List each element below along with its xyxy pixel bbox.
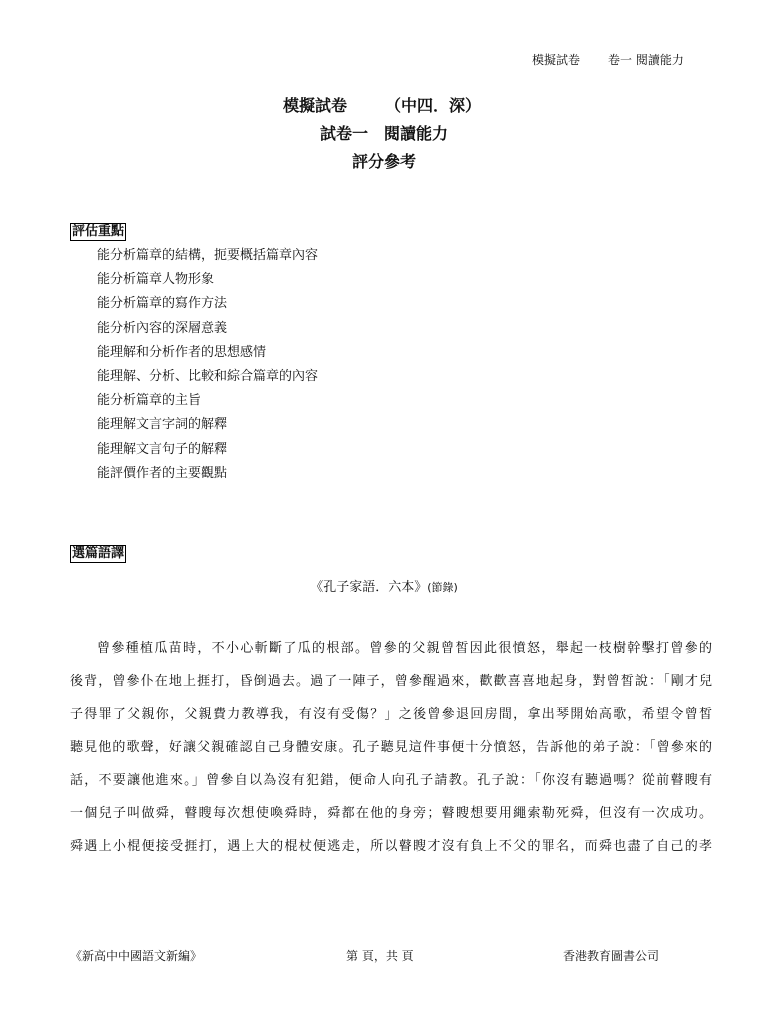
focus-item: 能理解和分析作者的思想感情 — [97, 344, 267, 360]
running-header — [532, 51, 684, 68]
paragraph-line: 曾參種植瓜苗時，不小心斬斷了瓜的根部。曾參的父親曾皙因此很憤怒，舉起一枝樹幹擊打曾參的 — [97, 641, 712, 656]
title-line-2: 試卷一 閱讀能力 — [319, 124, 448, 143]
focus-item: 能理解文言字詞的解釋 — [97, 417, 228, 433]
paragraph-line: 舜遇上小棍便接受捱打，遇上大的棍杖便逃走，所以瞽瞍才沒有負上不父的罪名，而舜也盡了自己的孝 — [70, 839, 712, 854]
header-paper: 模擬試卷 — [532, 53, 581, 67]
title-line-1 — [0, 92, 766, 120]
source-citation — [0, 576, 768, 595]
title-main: 模擬試卷 — [282, 96, 347, 115]
focus-list — [97, 244, 318, 486]
paragraph-line: 聽見他的歌聲，好讓父親確認自己身體安康。孔子聽見這件事便十分憤怒，告訴他的弟子說：「曾參來的 — [70, 740, 712, 755]
focus-heading: 評估重點 — [72, 224, 125, 239]
focus-item: 能評價作者的主要觀點 — [97, 465, 228, 481]
paragraph-line: 子得罪了父親你，父親費力教導我，有沒有受傷？」之後曾參退回房間，拿出琴開始高歌，希望令曾皙 — [70, 707, 712, 722]
focus-item: 能分析篇章的結構，扼要概括篇章內容 — [97, 248, 319, 263]
translation-paragraph — [70, 636, 712, 867]
title-line-3: 評分參考 — [351, 152, 416, 171]
paragraph-line: 一個兒子叫做舜，瞽瞍每次想使喚舜時，舜都在他的身旁；瞽瞍想要用繩索勒死舜，但沒有一次成功。 — [70, 806, 712, 821]
focus-item: 能理解文言句子的解釋 — [97, 441, 228, 457]
source-title: 《孔子家語．六本》 — [310, 580, 428, 595]
page-title — [0, 92, 768, 176]
translation-heading: 選篇語譯 — [72, 546, 125, 561]
header-section: 卷一 閱讀能力 — [608, 53, 684, 67]
focus-item: 能分析內容的深層意義 — [97, 320, 228, 336]
focus-item: 能分析篇章的主旨 — [97, 393, 202, 409]
paragraph-line: 話，不要讓他進來。」曾參自以為沒有犯錯，便命人向孔子請教。孔子說：「你沒有聽過嗎？從前瞽瞍有 — [70, 773, 712, 788]
focus-item: 能理解、分析、比較和綜合篇章的內容 — [97, 368, 319, 384]
focus-item: 能分析篇章人物形象 — [97, 272, 215, 288]
paragraph-line: 後背，曾參仆在地上捱打，昏倒過去。過了一陣子，曾參醒過來，歡歡喜喜地起身，對曾皙說：「剛才兒 — [70, 674, 712, 689]
title-level: （中四．深） — [385, 96, 482, 115]
footer-publisher: 香港教育圖書公司 — [563, 949, 660, 963]
footer-book: 《新高中中國語文新編》 — [70, 949, 203, 963]
footer-page-number: 第 頁，共 頁 — [346, 949, 414, 963]
focus-item: 能分析篇章的寫作方法 — [97, 296, 228, 312]
source-note: (節錄) — [427, 581, 458, 594]
